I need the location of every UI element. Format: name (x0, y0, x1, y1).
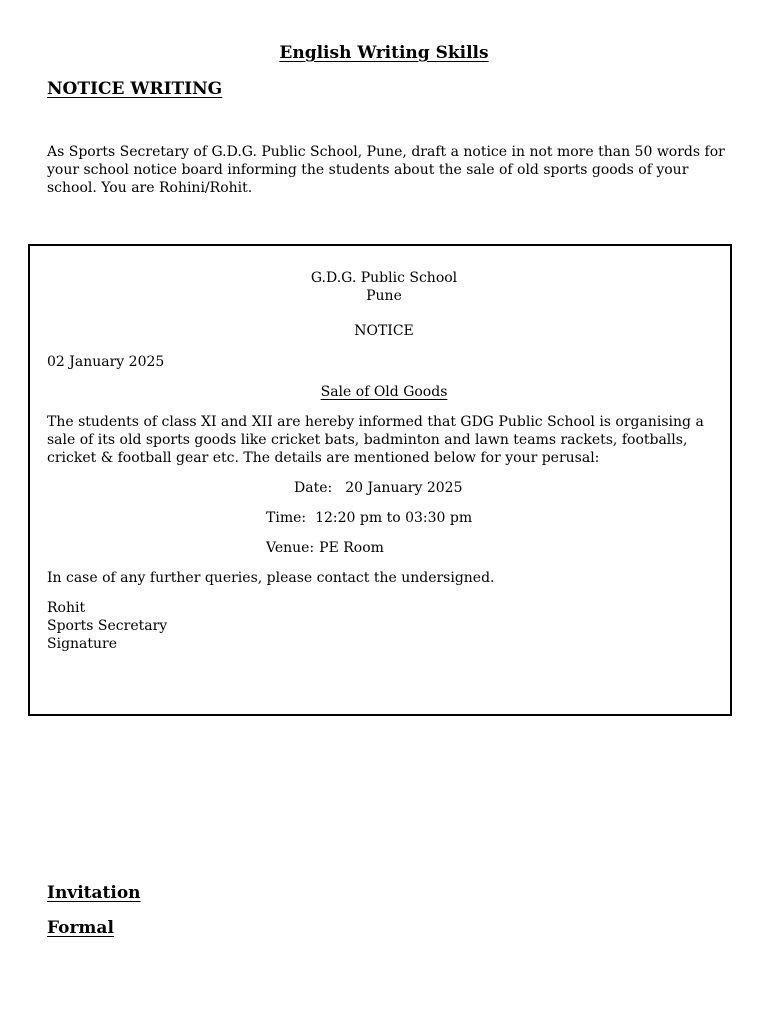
notice-subject-text: Sale of Old Goods (320, 384, 448, 400)
document-title: English Writing Skills (279, 43, 489, 63)
notice-heading: NOTICE (354, 323, 414, 339)
detail-date-value: 20 January 2025 (345, 480, 463, 496)
detail-venue-value: PE Room (319, 540, 384, 556)
notice-body: The students of class XI and XII are hereby informed that GDG Public School is organising a sale of its old sports goods like cricket bats, badminton and lawn teams rackets, footballs, cricket & football gear etc. The details are mentioned below for your perusal: (47, 414, 704, 466)
notice-city: Pune (366, 288, 402, 304)
detail-date-row (294, 479, 463, 497)
detail-venue-label: Venue: (266, 540, 315, 556)
signer-designation: Sports Secretary (47, 618, 168, 634)
detail-venue-row (266, 539, 384, 557)
detail-date-label: Date: (294, 480, 333, 496)
notice-date: 02 January 2025 (47, 354, 165, 370)
signer-name: Rohit (47, 600, 86, 616)
signature-label: Signature (47, 636, 118, 652)
detail-time-label: Time: (266, 510, 307, 526)
section-heading-formal: Formal (47, 918, 114, 938)
detail-time-row (266, 509, 472, 527)
section-heading-notice-writing: NOTICE WRITING (47, 79, 223, 99)
notice-subject (0, 383, 768, 401)
question-prompt: As Sports Secretary of G.D.G. Public School, Pune, draft a notice in not more than 50 words for your school notice board informing the students about the sale of old sports goods of your school. You are Rohini/Rohit. (47, 144, 725, 196)
notice-school-name: G.D.G. Public School (310, 270, 458, 286)
detail-time-value: 12:20 pm to 03:30 pm (315, 510, 473, 526)
notice-closing: In case of any further queries, please contact the undersigned. (47, 570, 495, 586)
section-heading-invitation: Invitation (47, 883, 141, 903)
